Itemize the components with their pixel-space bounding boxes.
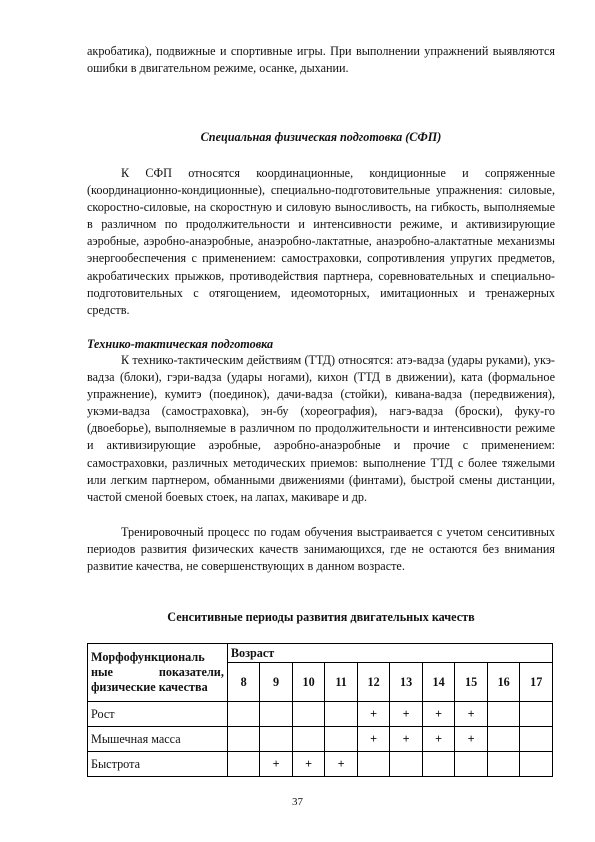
age-cell: 15 — [455, 663, 488, 702]
age-cell: 13 — [390, 663, 423, 702]
mark-cell — [292, 727, 325, 752]
mark-cell — [260, 727, 292, 752]
row-label: Мышечная масса — [88, 727, 228, 752]
age-cell: 17 — [520, 663, 553, 702]
age-cell: 9 — [260, 663, 292, 702]
paragraph-training: Тренировочный процесс по годам обучения выстраивается с учетом сенситивных периодов развития физических качеств занимающихся, где не остаются без внимания развитие качества, не совершенствующих в данном возрасте. — [87, 525, 555, 574]
heading-technical: Технико-тактическая подготовка — [87, 337, 274, 351]
mark-cell: + — [357, 702, 390, 727]
header-age: Возраст — [227, 644, 552, 663]
header-indicators: Морфофункциональ ные показатели, физические качества — [88, 644, 228, 702]
age-cell: 10 — [292, 663, 325, 702]
mark-cell — [325, 702, 358, 727]
mark-cell — [390, 752, 423, 777]
mark-cell — [487, 752, 520, 777]
table-row — [88, 752, 553, 777]
mark-cell: + — [325, 752, 358, 777]
paragraph-technical: К технико-тактическим действиям (ТТД) относятся: атэ-вадза (удары руками), укэ-вадза (блоки), гэри-вадза (удары ногами), кихон (ТТД в движении), ката (формальное упражнение), кумитэ (поединок), дачи-вадза (стойки), кивана-вадза (передвижения), укэми-вадза (самостраховка), эн-бу (хореография), нагэ-вадза (броски), фуку-го (двоеборье), выполняемые в различном по продолжительности и интенсивности режиме и активизирующие аэробные, аэробно-анаэробные и прочие с применением: самостраховки, различных методических приемов: выполнение ТТД с более тяжелыми или легким партнером, обманными движениями (финтами), быстрой смены дистанции, частой сменой боевых стоек, на лапах, макиваре и др. — [87, 353, 555, 504]
mark-cell: + — [422, 702, 455, 727]
mark-cell: + — [422, 727, 455, 752]
age-cell: 16 — [487, 663, 520, 702]
mark-cell — [227, 752, 259, 777]
table-row — [88, 702, 553, 727]
age-cell: 8 — [227, 663, 259, 702]
mark-cell — [487, 727, 520, 752]
row-label: Рост — [88, 702, 228, 727]
mark-cell: + — [455, 727, 488, 752]
mark-cell — [520, 727, 553, 752]
mark-cell — [325, 727, 358, 752]
age-cell: 12 — [357, 663, 390, 702]
mark-cell — [227, 702, 259, 727]
mark-cell: + — [260, 752, 292, 777]
age-cell: 11 — [325, 663, 358, 702]
age-cell: 14 — [422, 663, 455, 702]
mark-cell — [520, 702, 553, 727]
mark-cell: + — [390, 727, 423, 752]
mark-cell — [357, 752, 390, 777]
row-label: Быстрота — [88, 752, 228, 777]
sensitive-periods-table — [87, 643, 553, 777]
paragraph-intro: акробатика), подвижные и спортивные игры. При выполнении упражнений выявляются ошибки в двигательном режиме, осанке, дыхании. — [87, 44, 555, 76]
paragraph-sfp: К СФП относятся координационные, кондиционные и сопряженные (координационно-кондиционные), специально-подготовительные упражнения: силовые, скоростно-силовые, на скоростную и силовую выносливость, на гибкость, выполняемые в различном по продолжительности и интенсивности режиме, и активизирующие аэробные, аэробно-анаэробные, анаэробно-лактатные, анаэробно-алактатные механизмы энергообеспечения с применением: самостраховки, сопротивления упругих предметов, акробатических прыжков, противодействия партнера, соревновательных и специально-подготовительных с отягощением, идеомоторных, имитационных и тренажерных средств. — [87, 166, 555, 317]
table-row — [88, 727, 553, 752]
page-number: 37 — [292, 796, 303, 808]
table-title: Сенситивные периоды развития двигательных качеств — [167, 610, 475, 624]
mark-cell — [227, 727, 259, 752]
mark-cell — [487, 702, 520, 727]
mark-cell — [455, 752, 488, 777]
mark-cell — [292, 702, 325, 727]
mark-cell: + — [390, 702, 423, 727]
table-body — [88, 702, 553, 777]
mark-cell: + — [357, 727, 390, 752]
mark-cell — [422, 752, 455, 777]
mark-cell — [520, 752, 553, 777]
mark-cell: + — [292, 752, 325, 777]
mark-cell — [260, 702, 292, 727]
mark-cell: + — [455, 702, 488, 727]
heading-sfp: Специальная физическая подготовка (СФП) — [200, 130, 442, 144]
